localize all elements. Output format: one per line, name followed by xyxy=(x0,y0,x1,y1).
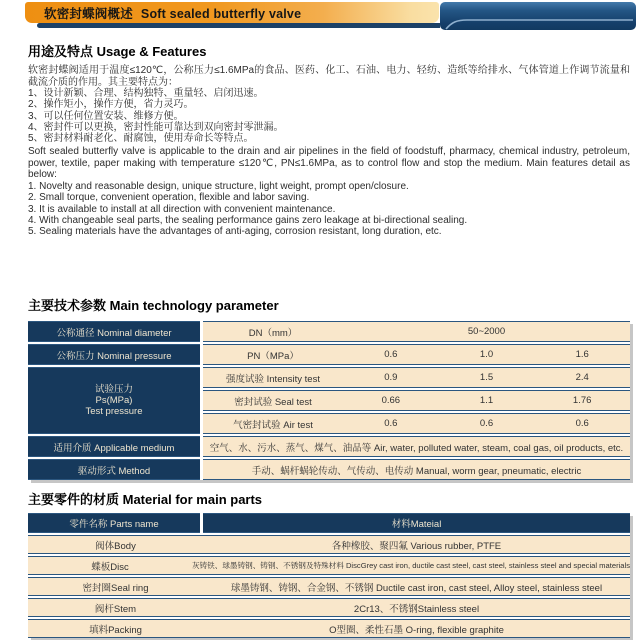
feature-item-en: 1. Novelty and reasonable design, unique structure, light weight, prompt open/closure. xyxy=(28,180,409,192)
cell-part-name: 阀杆Stem xyxy=(94,603,137,615)
cell-method-value: 手动、蜗杆蜗轮传动、气传动、电传动 Manual, worm gear, pneumatic, electric xyxy=(203,459,630,480)
banner-swoosh-curve xyxy=(440,2,636,30)
feature-item-en: 3. It is available to install at all direction with convenient maintenance. xyxy=(28,203,336,215)
materials-row-packing xyxy=(28,619,630,638)
tech-rowgroup-test-pressure xyxy=(28,367,630,434)
tech-parameter-section xyxy=(28,295,630,480)
cell-test-value: 0.66 xyxy=(343,390,439,411)
feature-item-zh: 1、设计新颖、合理、结构独特、重量轻、启闭迅速。 xyxy=(28,88,264,99)
test-pressure-label-en: Test pressure xyxy=(85,406,143,418)
row-label-method: 驱动形式 Method xyxy=(28,459,200,480)
materials-row-body xyxy=(28,535,630,554)
cell-dn-unit: DN（mm） xyxy=(203,321,343,342)
cell-test-value: 0.6 xyxy=(439,413,535,434)
cell-material: O型圈、柔性石墨 O-ring, flexible graphite xyxy=(329,624,504,636)
banner-tab xyxy=(25,2,439,23)
cell-test-value: 0.6 xyxy=(534,413,630,434)
cell-pn-value: 1.6 xyxy=(534,344,630,365)
cell-part-name: 阀体Body xyxy=(95,540,136,552)
cell-pn-value: 0.6 xyxy=(343,344,439,365)
cell-pn-unit: PN（MPa） xyxy=(203,344,343,365)
column-header-material: 材料Mateial xyxy=(203,513,630,533)
tech-row-air-test xyxy=(203,413,630,434)
materials-header-row xyxy=(28,513,630,533)
cell-part-name: 密封圈Seal ring xyxy=(82,582,149,594)
tech-row-nominal-diameter xyxy=(28,321,630,342)
cell-pn-value: 1.0 xyxy=(439,344,535,365)
cell-part-name: 蝶板Disc xyxy=(91,561,129,573)
page-header-banner xyxy=(0,0,640,32)
row-label-nominal-diameter: 公称通径 Nominal diameter xyxy=(28,321,200,342)
materials-section xyxy=(28,489,630,638)
tech-parameter-table xyxy=(28,321,630,480)
page-title xyxy=(25,4,301,22)
feature-item-en: 4. With changeable seal parts, the sealing performance gains zero leakage at bi-directional sealing. xyxy=(28,214,468,226)
test-pressure-label-zh: 试验压力 xyxy=(94,384,133,396)
cell-test-value: 1.1 xyxy=(439,390,535,411)
tech-row-seal-test xyxy=(203,390,630,411)
test-pressure-subrows xyxy=(203,367,630,434)
cell-test-value: 1.5 xyxy=(439,367,535,388)
tech-row-nominal-pressure xyxy=(28,344,630,365)
cell-test-name: 气密封试验 Air test xyxy=(203,413,343,434)
cell-material: 各种橡胶、聚四氟 Various rubber, PTFE xyxy=(331,540,502,552)
tech-row-method xyxy=(28,459,630,480)
test-pressure-label-code: Ps(MPa) xyxy=(95,395,133,407)
usage-features-section xyxy=(28,41,630,237)
section-heading-tech: 主要技术参数 Main technology parameter xyxy=(28,298,279,314)
row-label-test-pressure xyxy=(28,367,200,434)
tech-row-intensity-test xyxy=(203,367,630,388)
row-label-medium: 适用介质 Applicable medium xyxy=(28,436,200,457)
feature-item-en: 5. Sealing materials have the advantages of anti-aging, corrosion resistant, long duration, etc. xyxy=(28,226,442,238)
banner-underline xyxy=(37,23,440,28)
materials-table xyxy=(28,513,630,638)
page-content xyxy=(0,41,640,638)
usage-intro-zh: 软密封蝶阀适用于温度≤120℃，公称压力≤1.6MPa的食品、医药、化工、石油、电力、轻纺、造纸等给排水、气体管道上作调节流量和截流介质的作用。其主要特点为： xyxy=(28,65,630,88)
cell-dn-range: 50~2000 xyxy=(343,321,630,342)
usage-features-en-list xyxy=(28,181,630,237)
feature-item-en: 2. Small torque, convenient operation, flexible and labor saving. xyxy=(28,192,310,204)
column-header-parts-name: 零件名称 Parts name xyxy=(28,513,200,533)
cell-test-value: 0.6 xyxy=(343,413,439,434)
materials-row-disc xyxy=(28,556,630,575)
cell-test-name: 密封试验 Seal test xyxy=(203,390,343,411)
row-label-nominal-pressure: 公称压力 Nominal pressure xyxy=(28,344,200,365)
cell-test-value: 1.76 xyxy=(534,390,630,411)
feature-item-zh: 4、密封件可以更换，密封性能可靠达到双向密封零泄漏。 xyxy=(28,121,284,133)
page-title-zh: 软密封蝶阀概述 xyxy=(44,6,133,21)
cell-material: 球墨铸钢、铸钢、合金钢、不锈钢 Ductile cast iron, cast steel, Alloy steel, stainless steel xyxy=(230,582,603,594)
materials-row-seal-ring xyxy=(28,577,630,596)
cell-part-name: 填料Packing xyxy=(89,624,142,636)
tech-row-applicable-medium xyxy=(28,436,630,457)
cell-material: 2Cr13、不锈钢Stainless steel xyxy=(353,603,480,615)
cell-material: 灰铸铁、球墨铸钢、铸钢、不锈钢及特殊材料 DiscGrey cast iron, ductile cast steel, cast steel, stainless steel and special materials xyxy=(191,561,630,571)
usage-intro-en: Soft sealed butterfly valve is applicable to the drain and air pipelines in the field of foodstuff, pharmacy, chemical industry, petroleum, power, textile, paper making with temperature ≤120℃, PN≤1.6MPa, as to control flow and stop the medium. Main features detail as below: xyxy=(28,146,630,181)
feature-item-zh: 3、可以任何位置安装、维修方便。 xyxy=(28,110,184,122)
banner-decoration xyxy=(440,2,636,30)
feature-item-zh: 5、密封材料耐老化、耐腐蚀，使用寿命长等特点。 xyxy=(28,133,254,145)
cell-medium-value: 空气、水、污水、蒸气、煤气、油品等 Air, water, polluted water, steam, coal gas, oil products, etc. xyxy=(203,436,630,457)
cell-test-value: 2.4 xyxy=(534,367,630,388)
materials-row-stem xyxy=(28,598,630,617)
section-heading-usage: 用途及特点 Usage & Features xyxy=(28,44,207,59)
feature-item-zh: 2、操作矩小，操作方便，省力灵巧。 xyxy=(28,99,194,111)
usage-features-zh-list xyxy=(28,88,630,144)
section-heading-materials: 主要零件的材质 Material for main parts xyxy=(28,492,263,508)
page-title-en: Soft sealed butterfly valve xyxy=(140,6,302,21)
cell-test-value: 0.9 xyxy=(343,367,439,388)
cell-test-name: 强度试验 Intensity test xyxy=(203,367,343,388)
